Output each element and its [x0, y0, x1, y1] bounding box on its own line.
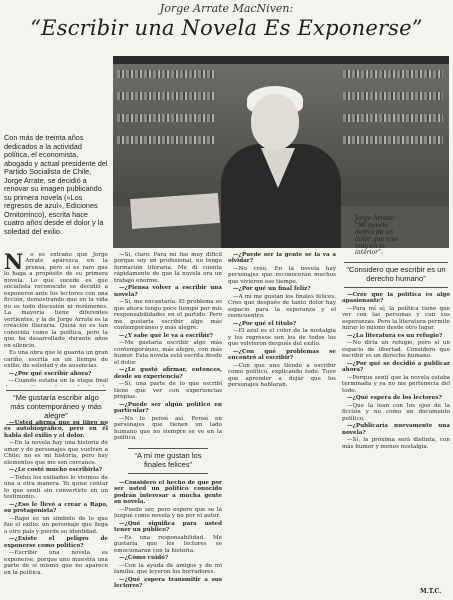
paragraph: —Con que uno tiende a escribir como político, explicando todo. Tuve que aprender a dejar que los personajes hablaran.: [228, 362, 336, 389]
paragraph: —Sí, me encantaría. El problema es que ahora tengo poco tiempo por mis responsabilidades en el partido. Pero me gustaría escribir algo más contemporáneo y más alegre.: [114, 299, 222, 332]
paragraph: —Todos los exiliados lo vivimos de una u otra manera. Yo quise contar lo que sentí sin convertirlo en un testimonio.: [4, 474, 108, 501]
pull-quote-1: “Me gustaría escribir algo más contemporáneo y más alegre”: [6, 390, 106, 425]
paragraph: —Sí, la próxima será distinta, con más humor y menos nostalgia.: [342, 437, 450, 450]
question: —¿Puede ser algún político en particular?: [114, 401, 222, 415]
pull-quote-3: “Considero que escribir es un derecho humano”: [344, 262, 448, 288]
paragraph: —Cuando estaba en la etapa final: [9, 378, 108, 385]
question: —¿Cómo cuidó?: [119, 555, 169, 562]
intro-paragraph: Con más de treinta años dedicados a la actividad política, el economista, abogado y actual presidente del Partido Socialista de Chile, Jorge Arrate, se decidió a renovar su imagen publicando su primera novela («Los regresos de azul», Ediciones Ornitorrinco), escrita hace cuatro años desde el dolor y la soledad del exilio.: [4, 133, 108, 236]
paragraph: —No creo. En la novela hay personajes que reconocerán muchos que vivieron ese tiempo.: [228, 265, 336, 285]
article-column-2: [114, 252, 222, 442]
pull-quote-2: “A mí me gustan los finales felices”: [128, 448, 208, 474]
paragraph: —Porque sentí que la novela estaba terminada y ya no me pertenecía del todo.: [342, 374, 450, 394]
paragraph: —En la novela hay una historia de amor y de personajes que vuelven a Chile; no es mi historia, pero hay elementos que me son cercanos.: [4, 440, 108, 466]
question: —¿Qué significa para usted tener un público?: [114, 520, 222, 534]
question: —Considero el hecho de que por ser usted un político conocido podrán interesar a mucha gente su novela.: [114, 480, 222, 506]
question: —¿Eso le llevó a crear a Rapo, su protagonista?: [4, 501, 108, 515]
question: —Cree que la política es algo apasionante?: [342, 292, 450, 305]
question: —¿Publicaría nuevamente una novela?: [342, 423, 450, 436]
drop-cap: N: [4, 252, 24, 274]
question: —¿Y sabe qué le va a escribir?: [119, 332, 213, 339]
paragraph: —No diría un refugio, pero sí un espacio de libertad. Considero que escribir es un derecho humano.: [342, 340, 450, 360]
paragraph: Es una obra que le guarda un gran cariño, escrita en un tiempo de exilio, de soledad y de ausencias.: [4, 350, 108, 370]
paragraph: —Es una responsabilidad. Me gustaría que los lectores se emocionaran con la historia.: [114, 534, 222, 554]
paragraph: —Que la lean con los ojos de la ficción y no como un documento político.: [342, 402, 450, 422]
article-column-4: [342, 292, 450, 584]
question: —¿Por qué escribir ahora?: [9, 370, 92, 377]
paragraph: o es extraño que Jorge Arrate aparezca en la prensa, pero sí es raro que lo haga a propósito de su primera novela. Lo que sucede es que socialista reconocido se decidió a exponerse ante los lectores con una ficción, demostrando que en la vida no es todo discusión ni resúmenes. La mayoría tiene diferentes vertientes, y la de Jorge Arrate es la creación literaria. Quizá no es tan conocida como la política, pero la que ha desarrollado durante años en silencio.: [4, 252, 108, 349]
article-column-1b: [4, 420, 108, 586]
paragraph: —Escribir una novela es exponerse, porque uno muestra una parte de sí mismo que no aparece en la política.: [4, 550, 108, 576]
question: —¿Le gustó afirmar, entonces, desde su experiencia?: [114, 367, 222, 380]
question: —¿Piensa volver a escribir una novela?: [114, 285, 222, 298]
headline: “Escribir una Novela Es Exponerse”: [30, 16, 423, 40]
paragraph: —Me gustaría escribir algo más contemporáneo, más alegre, con más humor. Esta novela está escrita desde el dolor.: [114, 340, 222, 366]
question: —¿Por qué se decidió a publicar ahora?: [342, 360, 450, 374]
paragraph: —Para mí sí; la política tiene que ver con las personas y con sus esperanzas. Pero la literatura permite mirar lo mismo desde otro lugar.: [342, 305, 450, 332]
paragraph: —El azul es el color de la nostalgia y los regresos son los de todos los que volvieron después del exilio.: [228, 328, 336, 348]
paragraph: —Con la ayuda de amigos y de mi familia, que leyeron los borradores.: [114, 562, 222, 576]
paragraph: —Sí, una parte de lo que escribí tiene que ver con experiencias propias.: [114, 381, 222, 401]
article-column-1: [4, 252, 108, 386]
question: —¿Existe el peligro de exponerse como político?: [4, 536, 108, 549]
question: —¿La literatura es un refugio?: [347, 332, 443, 339]
question: —¿Le costó mucho escribirla?: [9, 467, 103, 474]
paragraph: —Rapo es un símbolo de lo que fue el exilio: un personaje que llega a otro país y pierde su identidad.: [4, 515, 108, 535]
article-column-2b: [114, 480, 222, 590]
article-column-3: [228, 252, 336, 590]
author-signature: M.T.C.: [420, 588, 442, 595]
kicker: Jorge Arrate MacNiven:: [159, 2, 294, 15]
question: —¿Qué espera de los lectores?: [347, 395, 442, 402]
paragraph: —A mí me gustan los finales felices. Creo que después de tanto dolor hay espacio para la esperanza y el reencuentro.: [228, 293, 336, 320]
question: —¿Por qué el título?: [233, 320, 297, 327]
paragraph: —Sí, claro. Para mí fue muy difícil porque soy un profesional, no tengo formación literaria. Me di cuenta rápidamente de que la novela era un trabajo enorme.: [114, 252, 222, 284]
paragraph: —No lo pensé así. Pensé en personajes que tienen un lado humano que no siempre se ve en la política.: [114, 415, 222, 442]
question: —¿Con qué problemas se encontró al escribir?: [228, 348, 336, 362]
photo-caption: Jorge Arrate: “Mi novela deriva de un dolor que vivo muy en lo interior”.: [355, 215, 399, 257]
question: —¿Por qué un final feliz?: [233, 286, 311, 293]
question: —¿Puede ser la gente se la va a olvidar?: [228, 252, 336, 265]
paragraph: —Puede ser, pero espero que se la juzgue como novela y no por el autor.: [114, 506, 222, 520]
question: —¿Qué espera transmitir a sus lectores?: [114, 576, 222, 590]
question: —Usted afirma que su libro no es autobiográfico, pero en él habla del exilio y el dolor.: [4, 420, 108, 439]
